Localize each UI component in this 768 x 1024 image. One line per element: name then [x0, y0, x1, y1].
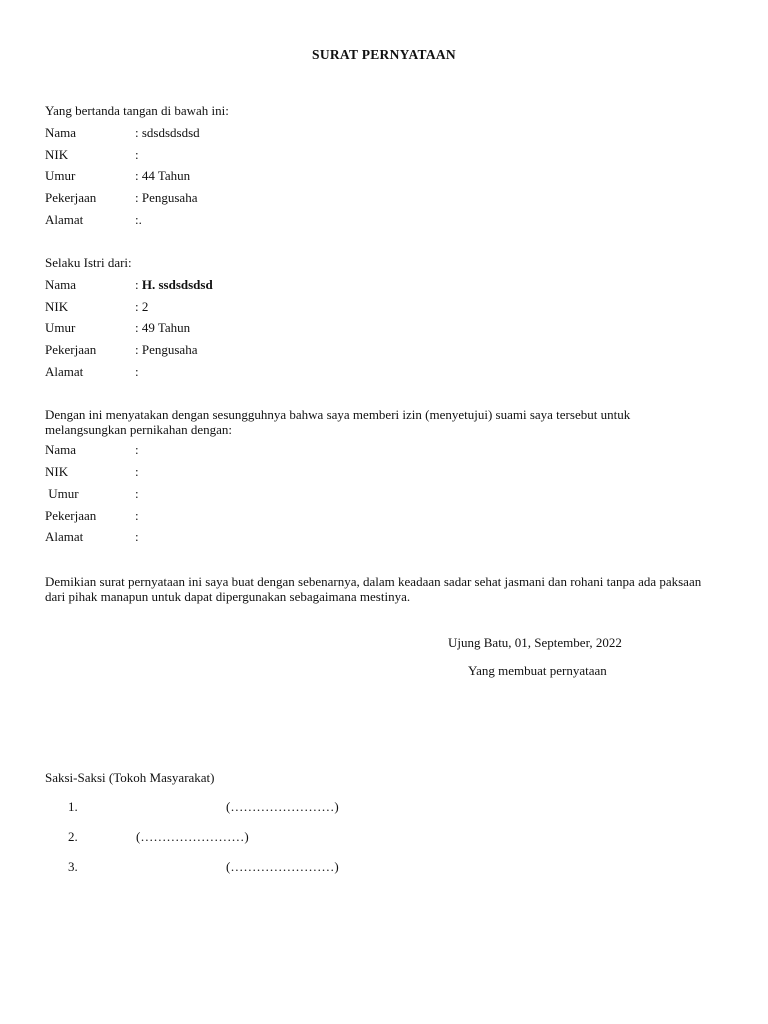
section2-intro: Selaku Istri dari: — [45, 255, 132, 270]
section1-value-nik: : — [135, 147, 139, 162]
section3-value-nama: : — [135, 442, 139, 457]
section2-label-alamat: Alamat — [45, 364, 84, 379]
section1-value-umur: : 44 Tahun — [135, 168, 191, 183]
section3-value-pekerjaan: : — [135, 508, 139, 523]
witness-number-3: 3. — [68, 859, 78, 874]
section3-value-umur: : — [135, 486, 139, 501]
section1-label-umur: Umur — [45, 168, 76, 183]
section1-value-nama: : sdsdsdsdsd — [135, 125, 200, 140]
section2-value-nik: : 2 — [135, 299, 149, 314]
section3-value-alamat: : — [135, 529, 139, 544]
section3-value-nik: : — [135, 464, 139, 479]
section2-value-nama — [135, 277, 213, 293]
section2-label-umur: Umur — [45, 320, 76, 335]
witness-signature-line-2: (……………………) — [136, 829, 249, 844]
section1-label-alamat: Alamat — [45, 212, 84, 227]
section1-label-nik: NIK — [45, 147, 69, 162]
witness-number-2: 2. — [68, 829, 78, 844]
witnesses-heading: Saksi-Saksi (Tokoh Masyarakat) — [45, 770, 215, 785]
husband-name: H. ssdsdsdsd — [141, 277, 213, 292]
section2-value-pekerjaan: : Pengusaha — [135, 342, 198, 357]
section3-label-nik: NIK — [45, 464, 69, 479]
section3-label-pekerjaan: Pekerjaan — [45, 508, 97, 523]
section3-label-nama: Nama — [45, 442, 77, 457]
section1-intro: Yang bertanda tangan di bawah ini: — [45, 103, 229, 118]
section2-value-alamat: : — [135, 364, 139, 379]
section2-colon-nama: : — [135, 277, 142, 292]
section2-label-pekerjaan: Pekerjaan — [45, 342, 97, 357]
section2-value-umur: : 49 Tahun — [135, 320, 191, 335]
section3-intro: Dengan ini menyatakan dengan sesungguhnya bahwa saya memberi izin (menyetujui) suami saya tersebut untuk melangsungkan pernikahan dengan: — [45, 407, 631, 437]
witness-signature-line-1: (……………………) — [226, 799, 339, 814]
section2-label-nik: NIK — [45, 299, 69, 314]
witness-number-1: 1. — [68, 799, 78, 814]
section1-label-pekerjaan: Pekerjaan — [45, 190, 97, 205]
document-title: SURAT PERNYATAAN — [312, 47, 456, 62]
section3-label-alamat: Alamat — [45, 529, 84, 544]
closing-paragraph: Demikian surat pernyataan ini saya buat dengan sebenarnya, dalam keadaan sadar sehat jasmani dan rohani tanpa ada paksaan dari pihak manapun untuk dapat dipergunakan sebagaimana mestinya. — [45, 574, 702, 604]
section1-value-pekerjaan: : Pengusaha — [135, 190, 198, 205]
witness-signature-line-3: (……………………) — [226, 859, 339, 874]
section3-label-umur: Umur — [45, 486, 79, 501]
section1-value-alamat: :. — [135, 212, 142, 227]
place-date: Ujung Batu, 01, September, 2022 — [448, 635, 622, 650]
signature-maker: Yang membuat pernyataan — [468, 663, 607, 678]
section2-label-nama: Nama — [45, 277, 77, 292]
section1-label-nama: Nama — [45, 125, 77, 140]
